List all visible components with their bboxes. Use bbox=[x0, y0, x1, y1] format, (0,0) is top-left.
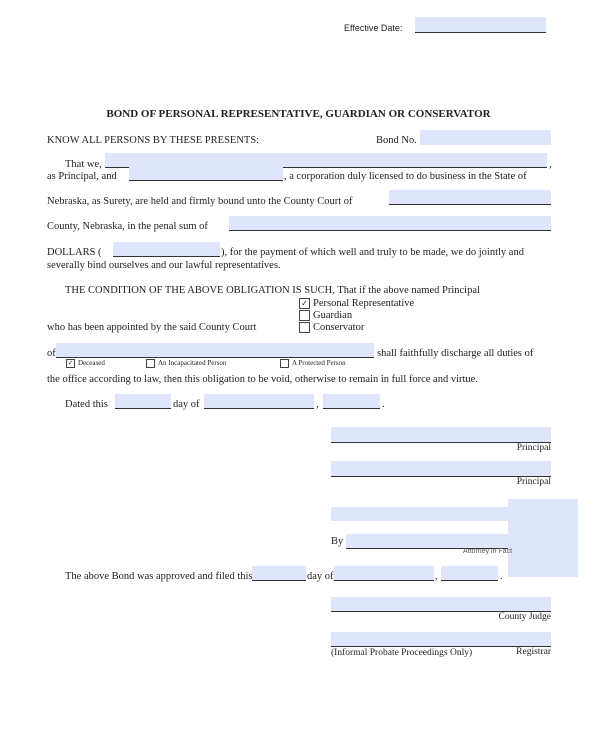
penal-sum-field[interactable] bbox=[229, 216, 551, 230]
approval-day-of-text: day of bbox=[307, 571, 334, 582]
approval-comma: , bbox=[435, 571, 438, 582]
surety-name-underline bbox=[129, 180, 283, 181]
ward-checkbox-incapacitated[interactable] bbox=[146, 359, 155, 368]
appointed-text: who has been appointed by the said County Court bbox=[47, 322, 257, 333]
attorney-label: Attorney in Fact bbox=[463, 548, 513, 555]
dollars-amount-underline bbox=[113, 256, 220, 257]
approval-day-field[interactable] bbox=[252, 566, 306, 580]
role-checkbox-conservator[interactable] bbox=[299, 322, 310, 333]
decedent-name-underline bbox=[56, 357, 374, 358]
dollars-amount-field[interactable] bbox=[113, 242, 220, 256]
registrar-signature-field[interactable] bbox=[331, 632, 551, 646]
office-text: the office according to law, then this obligation to be void, otherwise to remain in full force and virtue. bbox=[47, 374, 478, 385]
dated-year-field[interactable] bbox=[323, 394, 380, 408]
informal-probate-label: (Informal Probate Proceedings Only) bbox=[331, 648, 473, 658]
dated-comma: , bbox=[316, 399, 319, 410]
effective-date-label: Effective Date: bbox=[344, 23, 403, 33]
ward-label-incapacitated: An Incapacitated Person bbox=[158, 359, 227, 367]
dollars-rest-text: ), for the payment of which well and truly to be made, we do jointly and bbox=[221, 247, 524, 258]
trailing-comma: , bbox=[549, 159, 552, 170]
severally-text: severally bind ourselves and our lawful representatives. bbox=[47, 260, 281, 271]
dollars-open-text: DOLLARS ( bbox=[47, 247, 102, 258]
surety-name-field[interactable] bbox=[129, 166, 283, 180]
county-court-underline bbox=[389, 204, 551, 205]
dated-this-text: Dated this bbox=[65, 399, 108, 410]
registrar-label: Registrar bbox=[516, 647, 551, 657]
faithfully-text: shall faithfully discharge all duties of bbox=[377, 348, 534, 359]
as-principal-text: as Principal, and bbox=[47, 171, 117, 182]
role-label-personal-representative: Personal Representative bbox=[313, 298, 415, 309]
role-checkbox-guardian[interactable] bbox=[299, 310, 310, 321]
dated-month-underline bbox=[204, 408, 314, 409]
role-checkbox-personal-representative[interactable]: ✓ bbox=[299, 298, 310, 309]
that-we-text: That we, bbox=[65, 159, 102, 170]
condition-text: THE CONDITION OF THE ABOVE OBLIGATION IS SUCH, That if the above named Principal bbox=[65, 285, 480, 296]
by-label: By bbox=[331, 536, 344, 547]
ward-checkbox-deceased[interactable]: ✓ bbox=[67, 359, 74, 367]
dated-year-underline bbox=[323, 408, 380, 409]
dated-day-underline bbox=[115, 408, 171, 409]
approval-month-underline bbox=[334, 580, 434, 581]
effective-date-field[interactable] bbox=[415, 17, 546, 32]
corporation-text: , a corporation duly licensed to do business in the State of bbox=[284, 171, 527, 182]
principal-signature-field-1[interactable] bbox=[331, 427, 551, 442]
bond-no-label: Bond No. bbox=[376, 135, 417, 146]
approval-year-underline bbox=[441, 580, 498, 581]
effective-date-underline bbox=[415, 32, 546, 33]
bond-no-field[interactable] bbox=[420, 130, 551, 145]
attorney-signature-field[interactable] bbox=[346, 534, 508, 548]
surety-seal-field[interactable] bbox=[508, 499, 578, 577]
ward-checkbox-protected[interactable] bbox=[280, 359, 289, 368]
principal-label-2: Principal bbox=[516, 477, 551, 487]
principal-label-1: Principal bbox=[516, 443, 551, 453]
know-all-text: KNOW ALL PERSONS BY THESE PRESENTS: bbox=[47, 135, 260, 146]
principal-name-field[interactable] bbox=[105, 153, 547, 167]
dated-day-field[interactable] bbox=[115, 394, 171, 408]
county-court-field[interactable] bbox=[389, 190, 551, 204]
decedent-name-field[interactable] bbox=[56, 343, 374, 357]
of-text: of bbox=[47, 348, 56, 359]
nebraska-surety-text: Nebraska, as Surety, are held and firmly bound unto the County Court of bbox=[47, 196, 353, 207]
approval-text: The above Bond was approved and filed this bbox=[65, 571, 253, 582]
surety-name-sign-field[interactable] bbox=[331, 507, 508, 521]
role-label-conservator: Conservator bbox=[313, 322, 365, 333]
ward-label-protected: A Protected Person bbox=[292, 359, 346, 367]
county-judge-signature-field[interactable] bbox=[331, 597, 551, 611]
role-label-guardian: Guardian bbox=[313, 310, 353, 321]
page-title: BOND OF PERSONAL REPRESENTATIVE, GUARDIAN OR CONSERVATOR bbox=[106, 108, 491, 120]
principal-signature-field-2[interactable] bbox=[331, 461, 551, 476]
dated-day-of-text: day of bbox=[173, 399, 200, 410]
county-penal-text: County, Nebraska, in the penal sum of bbox=[47, 221, 208, 232]
approval-year-field[interactable] bbox=[441, 566, 498, 580]
county-judge-label: County Judge bbox=[498, 612, 551, 622]
ward-label-deceased: Deceased bbox=[78, 359, 105, 367]
dated-month-field[interactable] bbox=[204, 394, 314, 408]
dated-period: . bbox=[382, 399, 385, 410]
approval-month-field[interactable] bbox=[334, 566, 434, 580]
approval-day-underline bbox=[252, 580, 306, 581]
penal-sum-underline bbox=[229, 230, 551, 231]
approval-period: . bbox=[500, 571, 503, 582]
